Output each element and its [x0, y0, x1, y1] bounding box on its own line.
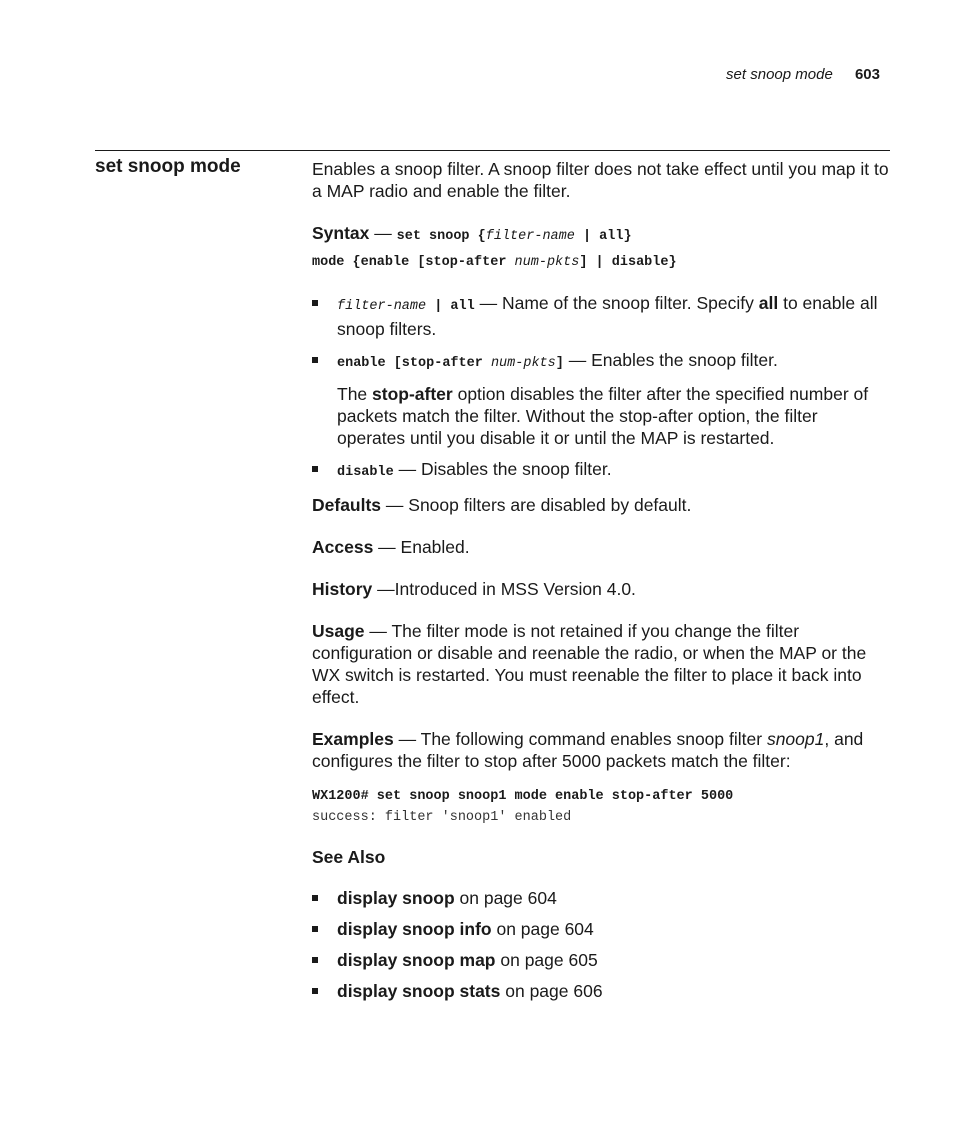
see-also-ref: on page 605	[495, 950, 598, 970]
syntax-code-1a: set snoop {	[396, 229, 486, 244]
history-text: —Introduced in MSS Version 4.0.	[372, 579, 636, 599]
param-code-italic: filter-name	[337, 299, 427, 314]
syntax-parameter-list	[312, 292, 890, 484]
param-desc-bold: all	[758, 293, 779, 313]
examples-paragraph	[312, 728, 890, 772]
see-also-item[interactable]	[312, 949, 890, 971]
intro-paragraph: Enables a snoop filter. A snoop filter does not take effect until you map it to a MAP radio and enable the filter.	[312, 159, 889, 201]
param-desc: — Disables the snoop filter.	[393, 459, 612, 479]
syntax-line-1	[312, 222, 890, 248]
bullet-icon	[312, 895, 318, 901]
code-example	[312, 786, 890, 828]
examples-text-italic: snoop1	[766, 729, 825, 749]
list-item	[312, 292, 890, 340]
see-also-command: display snoop info	[337, 919, 492, 939]
param-desc: — Enables the snoop filter.	[563, 350, 778, 370]
see-also-command: display snoop stats	[337, 981, 501, 1001]
usage-text: — The filter mode is not retained if you change the filter configuration or disable and reenable the radio, or when the MAP or the WX switch is restarted. You must reenable the filter to place it back into effect.	[312, 621, 867, 707]
syntax-line-2	[312, 248, 890, 274]
defaults-text: — Snoop filters are disabled by default.	[381, 495, 692, 515]
see-also-item[interactable]	[312, 918, 890, 940]
syntax-dash: —	[369, 223, 397, 243]
param-sub-paragraph	[337, 383, 890, 449]
see-also-command: display snoop	[337, 888, 455, 908]
usage-label: Usage	[312, 621, 365, 641]
page-number: 603	[854, 66, 880, 83]
syntax-code-1b: filter-name	[485, 229, 575, 244]
param-code-italic: num-pkts	[490, 356, 556, 371]
syntax-label: Syntax	[312, 223, 370, 243]
syntax-code-2a: mode {enable [stop-after	[312, 255, 515, 270]
param-code-bold: enable [stop-after	[337, 356, 491, 371]
access-paragraph	[312, 536, 890, 558]
sub-text: The	[337, 384, 373, 404]
header-rule	[95, 150, 890, 151]
access-label: Access	[312, 537, 374, 557]
code-command: WX1200# set snoop snoop1 mode enable stop-after 5000	[312, 789, 734, 804]
see-also-title: See Also	[312, 847, 386, 867]
running-header	[726, 66, 880, 83]
list-item	[312, 349, 890, 449]
sub-text-bold: stop-after	[372, 384, 453, 404]
examples-label: Examples	[312, 729, 394, 749]
bullet-icon	[312, 357, 318, 363]
see-also-ref: on page 604	[454, 888, 557, 908]
param-code-bold: disable	[337, 465, 394, 480]
code-output: success: filter 'snoop1' enabled	[312, 810, 572, 825]
section-body	[312, 158, 890, 1011]
bullet-icon	[312, 988, 318, 994]
usage-paragraph	[312, 620, 890, 708]
bullet-icon	[312, 926, 318, 932]
see-also-item[interactable]	[312, 887, 890, 909]
see-also-ref: on page 606	[500, 981, 603, 1001]
section-title: set snoop mode	[95, 156, 241, 177]
running-header-title: set snoop mode	[726, 66, 833, 83]
param-code-bold-end: ]	[555, 356, 564, 371]
history-paragraph	[312, 578, 890, 600]
history-label: History	[312, 579, 373, 599]
param-code-bold: | all	[426, 299, 475, 314]
bullet-icon	[312, 957, 318, 963]
syntax-code-2b: num-pkts	[514, 255, 580, 270]
syntax-code-1c: | all}	[574, 229, 632, 244]
param-desc: — Name of the snoop filter. Specify	[474, 293, 759, 313]
syntax-code-2c: ] | disable}	[579, 255, 677, 270]
defaults-label: Defaults	[312, 495, 382, 515]
examples-text-end: , and configures the filter to stop after 5000 packets match the filter:	[312, 729, 864, 771]
see-also-command: display snoop map	[337, 950, 496, 970]
defaults-paragraph	[312, 494, 890, 516]
see-also-list	[312, 887, 890, 1002]
list-item	[312, 458, 890, 484]
see-also-ref: on page 604	[491, 919, 594, 939]
examples-text: — The following command enables snoop filter	[393, 729, 767, 749]
sub-text-end: option disables the filter after the specified number of packets match the filter. Without the stop-after option, the filter operates until you disable it or until the MAP is restarted.	[337, 384, 869, 448]
see-also-item[interactable]	[312, 980, 890, 1002]
bullet-icon	[312, 466, 318, 472]
param-desc-end: to enable all snoop filters.	[337, 293, 878, 339]
bullet-icon	[312, 300, 318, 306]
access-text: — Enabled.	[373, 537, 470, 557]
